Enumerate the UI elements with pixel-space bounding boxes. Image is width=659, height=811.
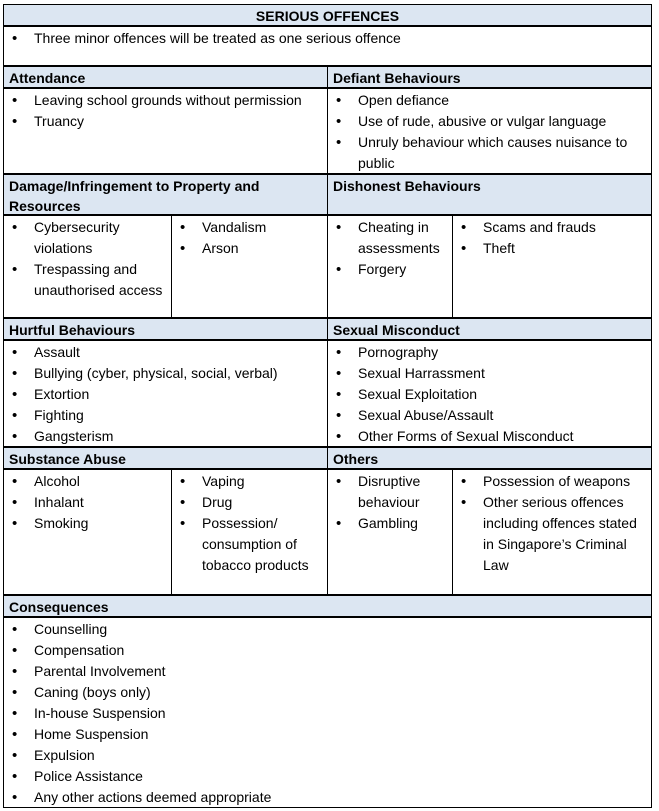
bullet-list [453, 217, 651, 259]
list-item: • Counselling [4, 619, 651, 640]
list-item: • Unruly behaviour which causes nuisance to public [328, 132, 651, 174]
list-item: • Bullying (cyber, physical, social, verbal) [4, 363, 327, 384]
others-heading: Others [327, 447, 652, 469]
list-item: • Other Forms of Sexual Misconduct [328, 426, 651, 447]
bullet-list [172, 471, 327, 576]
bullet-list [328, 217, 452, 280]
consequences-heading: Consequences [3, 595, 652, 617]
list-item: • Other serious offences including offences stated in Singapore’s Criminal Law [453, 492, 651, 576]
bullet-list [4, 619, 651, 808]
consequences-cell [3, 617, 652, 808]
list-item: • Three minor offences will be treated as one serious offence [4, 28, 651, 49]
list-item: • Forgery [328, 259, 452, 280]
bullet-list [328, 90, 651, 174]
bullet-list [4, 90, 327, 132]
bullet-list [4, 471, 171, 534]
dishonest-heading: Dishonest Behaviours [327, 174, 652, 215]
attendance-cell [3, 88, 328, 174]
list-item: • Scams and frauds [453, 217, 651, 238]
list-item: • Theft [453, 238, 651, 259]
list-item: • Trespassing and unauthorised access [4, 259, 171, 301]
attendance-heading: Attendance [3, 66, 328, 88]
list-item: • Pornography [328, 342, 651, 363]
hurtful-heading: Hurtful Behaviours [3, 318, 328, 340]
list-item: • Caning (boys only) [4, 682, 651, 703]
list-item: • Alcohol [4, 471, 171, 492]
bullet-list [4, 342, 327, 447]
substance-col2 [171, 469, 328, 595]
list-item: • Leaving school grounds without permission [4, 90, 327, 111]
list-item: • Drug [172, 492, 327, 513]
list-item: • Sexual Exploitation [328, 384, 651, 405]
list-item: • Police Assistance [4, 766, 651, 787]
list-item: • Cybersecurity violations [4, 217, 171, 259]
others-col2 [452, 469, 652, 595]
list-item: • Fighting [4, 405, 327, 426]
list-item: • Vandalism [172, 217, 327, 238]
list-item: • Disruptive behaviour [328, 471, 452, 513]
defiant-cell [327, 88, 652, 174]
others-col1 [327, 469, 453, 595]
list-item: • Possession of weapons [453, 471, 651, 492]
defiant-heading: Defiant Behaviours [327, 66, 652, 88]
bullet-list [328, 342, 651, 447]
bullet-list [4, 28, 651, 49]
dishonest-col1 [327, 215, 453, 318]
bullet-list [172, 217, 327, 259]
list-item: • Gangsterism [4, 426, 327, 447]
list-item: • Expulsion [4, 745, 651, 766]
list-item: • Extortion [4, 384, 327, 405]
substance-heading: Substance Abuse [3, 447, 328, 469]
list-item: • In-house Suspension [4, 703, 651, 724]
bullet-list [453, 471, 651, 576]
list-item: • Vaping [172, 471, 327, 492]
bullet-list [4, 217, 171, 301]
list-item: • Possession/ consumption of tobacco products [172, 513, 327, 576]
list-item: • Arson [172, 238, 327, 259]
list-item: • Any other actions deemed appropriate [4, 787, 651, 808]
list-item: • Parental Involvement [4, 661, 651, 682]
list-item: • Sexual Abuse/Assault [328, 405, 651, 426]
list-item: • Use of rude, abusive or vulgar language [328, 111, 651, 132]
bullet-list [328, 471, 452, 534]
table-title [3, 4, 652, 26]
dishonest-col2 [452, 215, 652, 318]
substance-col1 [3, 469, 172, 595]
list-item: • Home Suspension [4, 724, 651, 745]
sexual-cell [327, 340, 652, 447]
list-item: • Open defiance [328, 90, 651, 111]
sexual-heading: Sexual Misconduct [327, 318, 652, 340]
list-item: • Smoking [4, 513, 171, 534]
damage-col1 [3, 215, 172, 318]
list-item: • Truancy [4, 111, 327, 132]
damage-col2 [171, 215, 328, 318]
damage-heading: Damage/Infringement to Property and Resources [3, 174, 328, 215]
hurtful-cell [3, 340, 328, 447]
list-item: • Inhalant [4, 492, 171, 513]
title-text: SERIOUS OFFENCES [255, 8, 400, 24]
list-item: • Assault [4, 342, 327, 363]
list-item: • Cheating in assessments [328, 217, 452, 259]
list-item: • Gambling [328, 513, 452, 534]
list-item: • Compensation [4, 640, 651, 661]
intro-cell [3, 26, 652, 66]
list-item: • Sexual Harrassment [328, 363, 651, 384]
